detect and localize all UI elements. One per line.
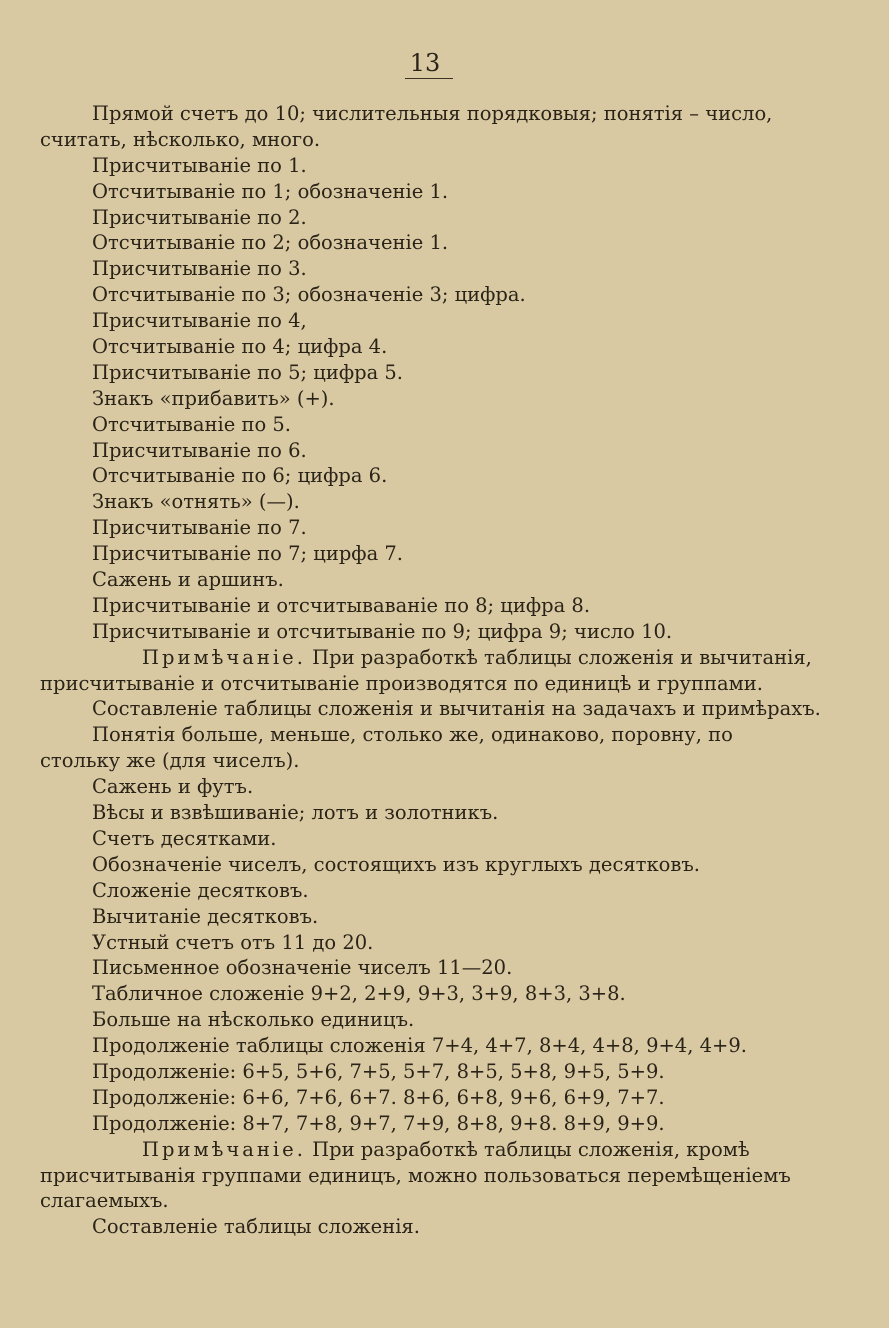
note-line <box>40 1137 825 1163</box>
text-line: Счетъ десятками. <box>92 826 277 850</box>
text-line: присчитыванія группами единицъ, можно пользоваться перемѣщеніемъ <box>40 1163 791 1187</box>
note-text: При разработкѣ таблицы сложенія, кромѣ <box>305 1137 750 1161</box>
text-line: Присчитываніе по 5; цифра 5. <box>92 360 404 384</box>
note-text: При разработкѣ таблицы сложенія и вычитанія, <box>305 645 812 669</box>
body-text <box>40 101 825 1240</box>
text-line: Отсчитываніе по 5. <box>92 412 292 436</box>
text-line: Обозначеніе чиселъ, состоящихъ изъ круглыхъ десятковъ. <box>92 852 700 876</box>
text-line: Отсчитываніе по 4; цифра 4. <box>92 335 388 359</box>
note-heading: Примѣчаніе. <box>142 1137 306 1161</box>
text-line: Отсчитываніе по 1; обозначеніе 1. <box>92 179 449 203</box>
text-line: слагаемыхъ. <box>40 1189 169 1213</box>
text-line: Продолженіе: 6+6, 7+6, 6+7. 8+6, 6+8, 9+6, 6+9, 7+7. <box>92 1085 665 1109</box>
text-line: Продолженіе: 6+5, 5+6, 7+5, 5+7, 8+5, 5+8, 9+5, 5+9. <box>92 1059 665 1083</box>
page-number: 13 <box>409 49 441 77</box>
text-line: Присчитываніе по 7; цирфа 7. <box>92 542 404 566</box>
text-line: Устный счетъ отъ 11 до 20. <box>92 930 374 954</box>
text-line: Больше на нѣсколько единицъ. <box>92 1008 415 1032</box>
note-heading: Примѣчаніе. <box>142 645 306 669</box>
text-line: Продолженіе таблицы сложенія 7+4, 4+7, 8+4, 4+8, 9+4, 4+9. <box>92 1034 747 1058</box>
text-line: Присчитываніе по 3. <box>92 257 307 281</box>
text-line: Отсчитываніе по 2; обозначеніе 1. <box>92 231 449 255</box>
text-line: Присчитываніе по 2. <box>92 205 307 229</box>
text-line: Знакъ «прибавить» (+). <box>92 386 335 410</box>
text-line: Составленіе таблицы сложенія. <box>92 1215 420 1239</box>
text-line: Сложеніе десятковъ. <box>92 878 309 902</box>
text-line: Отсчитываніе по 6; цифра 6. <box>92 464 388 488</box>
text-line: Знакъ «отнять» (—). <box>92 490 300 514</box>
text-line: Присчитываніе и отсчитываваніе по 8; цифра 8. <box>92 593 591 617</box>
text-line: Присчитываніе и отсчитываніе по 9; цифра 9; число 10. <box>92 619 673 643</box>
text-line: Продолженіе: 8+7, 7+8, 9+7, 7+9, 8+8, 9+8. 8+9, 9+9. <box>92 1111 665 1135</box>
text-line: стольку же (для чиселъ). <box>40 749 300 773</box>
text-line: Сажень и аршинъ. <box>92 568 284 592</box>
text-line: Присчитываніе по 7. <box>92 516 307 540</box>
text-line: считать, нѣсколько, много. <box>40 127 321 151</box>
text-line: Составленіе таблицы сложенія и вычитанія на задачахъ и примѣрахъ. <box>92 697 821 721</box>
text-line: Присчитываніе по 6. <box>92 438 307 462</box>
text-line: Сажень и футъ. <box>92 775 254 799</box>
text-line: Отсчитываніе по 3; обозначеніе 3; цифра. <box>92 283 526 307</box>
text-line: Присчитываніе по 1. <box>92 153 307 177</box>
text-line: Присчитываніе по 4, <box>92 309 307 333</box>
text-line: Понятія больше, меньше, столько же, одинаково, поровну, по <box>92 723 733 747</box>
text-line: Табличное сложеніе 9+2, 2+9, 9+3, 3+9, 8+3, 3+8. <box>92 982 626 1006</box>
note-line <box>40 645 825 671</box>
text-line: Вычитаніе десятковъ. <box>92 904 319 928</box>
text-line: Вѣсы и взвѣшиваніе; лотъ и золотникъ. <box>92 801 499 825</box>
page-number-rule <box>405 78 453 79</box>
text-line: Письменное обозначеніе чиселъ 11—20. <box>92 956 513 980</box>
text-line: Прямой счетъ до 10; числительныя порядковыя; понятія – число, <box>92 102 773 125</box>
text-line: присчитываніе и отсчитываніе производятся по единицѣ и группами. <box>40 671 763 695</box>
